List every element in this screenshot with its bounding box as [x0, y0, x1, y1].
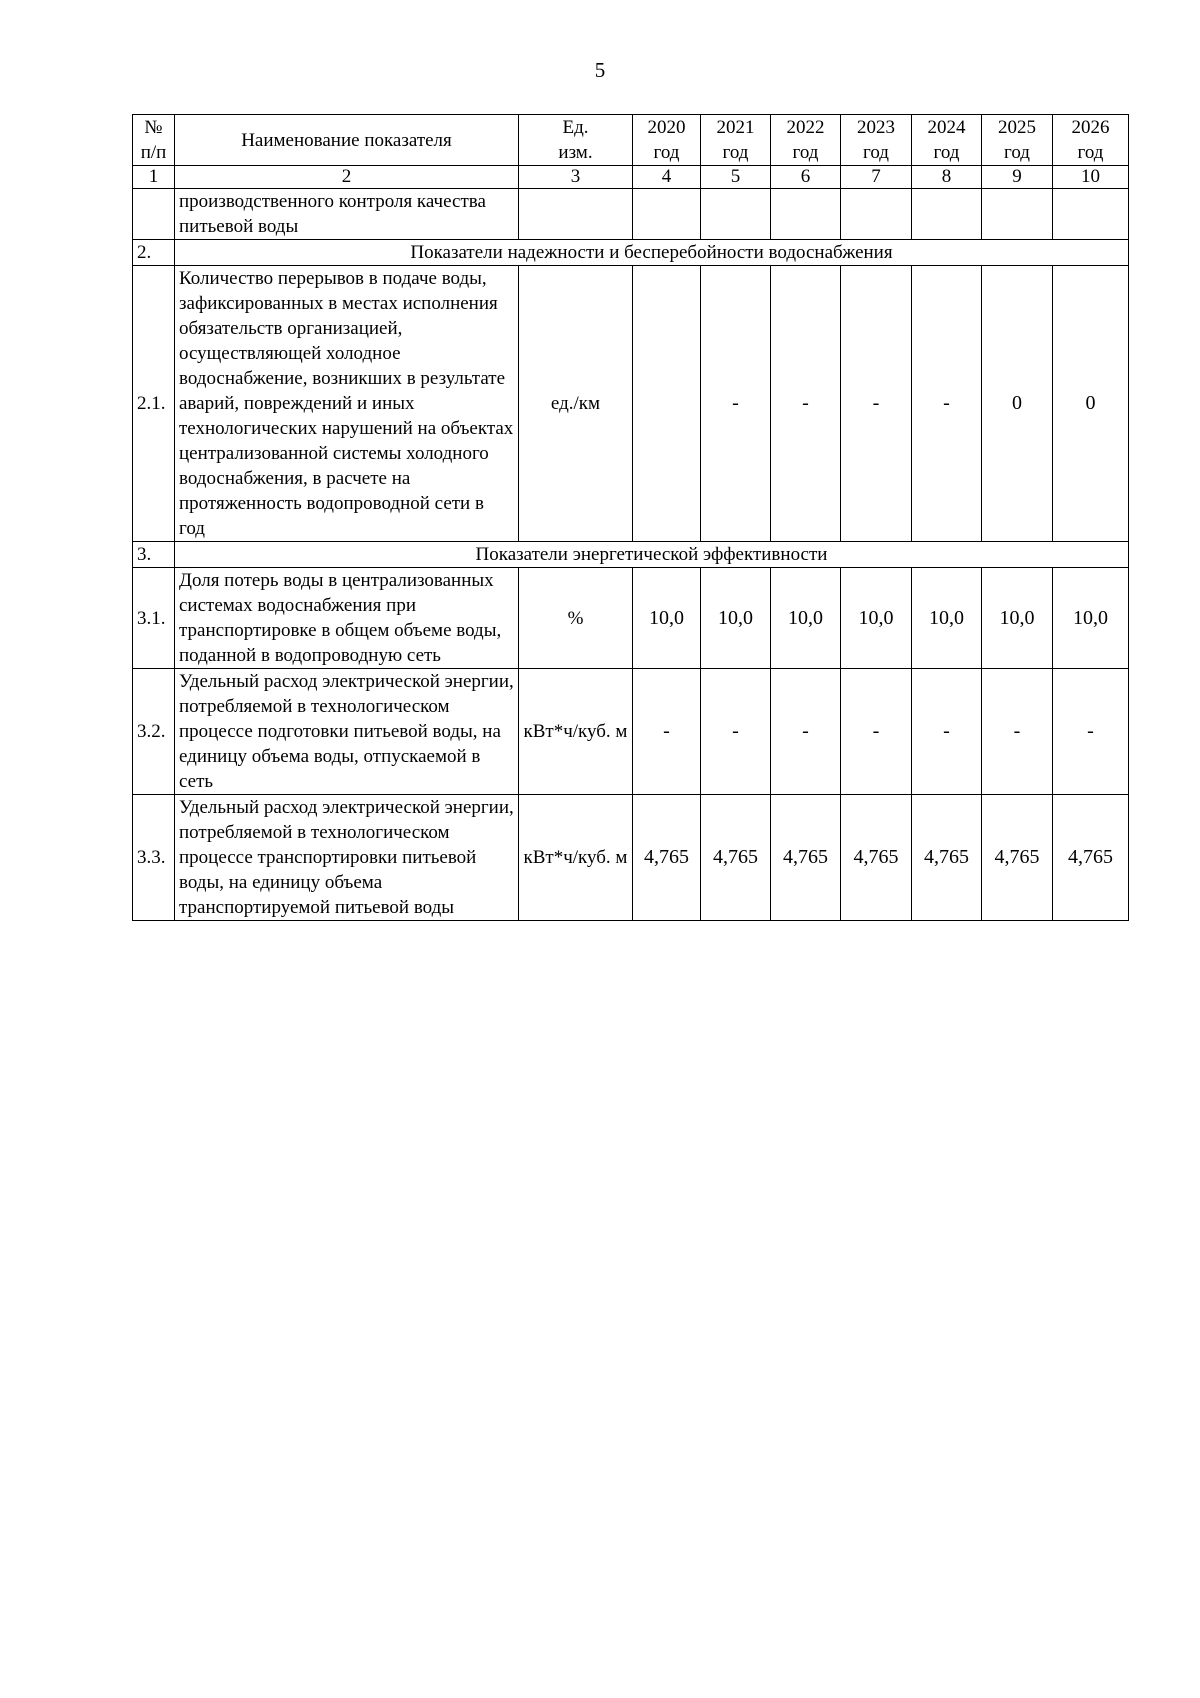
row-value: 4,765: [912, 795, 982, 921]
header-num-line1: №: [144, 117, 163, 138]
row-unit: %: [519, 568, 633, 669]
row-value: 10,0: [841, 568, 912, 669]
row-num: 3.3.: [133, 795, 175, 921]
section-num: 2.: [133, 240, 175, 266]
header-year-suffix: год: [933, 142, 960, 163]
column-index: 5: [701, 166, 771, 189]
row-num: 3.2.: [133, 669, 175, 795]
row-value: -: [771, 669, 841, 795]
header-unit-line1: Ед.: [562, 117, 589, 138]
header-year-suffix: год: [1004, 142, 1030, 163]
header-row: [133, 115, 1129, 166]
header-year-2023: [841, 115, 912, 166]
row-name: Удельный расход электрической энергии, потребляемой в технологическом процессе подготовки питьевой воды, на единицу объема воды, отпускаемой в сеть: [175, 669, 519, 795]
row-value: [1053, 189, 1129, 240]
header-year-2022: [771, 115, 841, 166]
header-year-2021: [701, 115, 771, 166]
row-unit: кВт*ч/куб. м: [519, 795, 633, 921]
header-year-2020: [633, 115, 701, 166]
page-number: 5: [594, 58, 606, 82]
column-index: 9: [982, 166, 1053, 189]
row-value: 4,765: [1053, 795, 1129, 921]
section-title: Показатели надежности и бесперебойности водоснабжения: [175, 240, 1129, 266]
column-index: 3: [519, 166, 633, 189]
header-num-line2: п/п: [140, 142, 167, 163]
row-value: [771, 189, 841, 240]
column-index: 4: [633, 166, 701, 189]
row-value: 10,0: [633, 568, 701, 669]
header-year: 2022: [786, 117, 825, 138]
header-year: 2025: [998, 117, 1036, 138]
row-value: [633, 266, 701, 542]
column-index: 8: [912, 166, 982, 189]
header-year-suffix: год: [1077, 142, 1104, 163]
row-value: [912, 189, 982, 240]
row-value: -: [701, 266, 771, 542]
header-num: [133, 115, 175, 166]
row-value: 10,0: [912, 568, 982, 669]
header-name: Наименование показателя: [175, 115, 519, 166]
row-num: [133, 189, 175, 240]
section-row: [133, 240, 1129, 266]
header-year: 2024: [927, 117, 966, 138]
row-name: Количество перерывов в подаче воды, зафиксированных в местах исполнения обязательств организацией, осуществляющей холодное водоснабжение, возникших в результате аварий, повреждений и иных технологических нарушений на объектах централизованной системы холодного водоснабжения, в расчете на протяженность водопроводной сети в год: [175, 266, 519, 542]
section-title: Показатели энергетической эффективности: [175, 542, 1129, 568]
row-value: 4,765: [841, 795, 912, 921]
column-index: 2: [175, 166, 519, 189]
header-year: 2023: [857, 117, 895, 138]
column-index-row: [133, 166, 1129, 189]
continuation-row: [133, 189, 1129, 240]
column-index: 7: [841, 166, 912, 189]
row-value: [982, 189, 1053, 240]
column-index: 6: [771, 166, 841, 189]
row-value: 0: [1053, 266, 1129, 542]
header-year: 2026: [1071, 117, 1110, 138]
row-value: 10,0: [1053, 568, 1129, 669]
row-name: Удельный расход электрической энергии, потребляемой в технологическом процессе транспортировки питьевой воды, на единицу объема транспортируемой питьевой воды: [175, 795, 519, 921]
row-value: [841, 189, 912, 240]
header-year: 2020: [647, 117, 686, 138]
row-value: 10,0: [982, 568, 1053, 669]
column-index: 10: [1053, 166, 1129, 189]
row-value: [701, 189, 771, 240]
row-value: -: [912, 266, 982, 542]
row-value: -: [701, 669, 771, 795]
header-year-2024: [912, 115, 982, 166]
row-num: 3.1.: [133, 568, 175, 669]
header-year-suffix: год: [792, 142, 819, 163]
row-value: 0: [982, 266, 1053, 542]
row-unit: кВт*ч/куб. м: [519, 669, 633, 795]
row-value: [633, 189, 701, 240]
row-unit: [519, 189, 633, 240]
header-year-suffix: год: [722, 142, 749, 163]
table-row: [133, 266, 1129, 542]
header-year-2026: [1053, 115, 1129, 166]
table-row: [133, 795, 1129, 921]
row-value: 10,0: [701, 568, 771, 669]
table-row: [133, 669, 1129, 795]
row-value: 4,765: [771, 795, 841, 921]
header-year-2025: [982, 115, 1053, 166]
row-value: -: [982, 669, 1053, 795]
section-num: 3.: [133, 542, 175, 568]
row-value: 10,0: [771, 568, 841, 669]
header-unit: [519, 115, 633, 166]
row-value: 4,765: [633, 795, 701, 921]
row-name: производственного контроля качества питьевой воды: [175, 189, 519, 240]
row-value: -: [841, 669, 912, 795]
header-unit-line2: изм.: [558, 142, 593, 163]
row-value: 4,765: [701, 795, 771, 921]
row-value: -: [912, 669, 982, 795]
row-value: -: [1053, 669, 1129, 795]
table-row: [133, 568, 1129, 669]
header-year-suffix: год: [863, 142, 889, 163]
row-value: -: [771, 266, 841, 542]
row-value: -: [841, 266, 912, 542]
row-num: 2.1.: [133, 266, 175, 542]
column-index: 1: [133, 166, 175, 189]
section-row: [133, 542, 1129, 568]
row-unit: ед./км: [519, 266, 633, 542]
header-year-suffix: год: [653, 142, 680, 163]
row-name: Доля потерь воды в централизованных системах водоснабжения при транспортировке в общем объеме воды, поданной в водопроводную сеть: [175, 568, 519, 669]
indicators-table: [132, 114, 1129, 921]
row-value: -: [633, 669, 701, 795]
header-year: 2021: [716, 117, 755, 138]
row-value: 4,765: [982, 795, 1053, 921]
